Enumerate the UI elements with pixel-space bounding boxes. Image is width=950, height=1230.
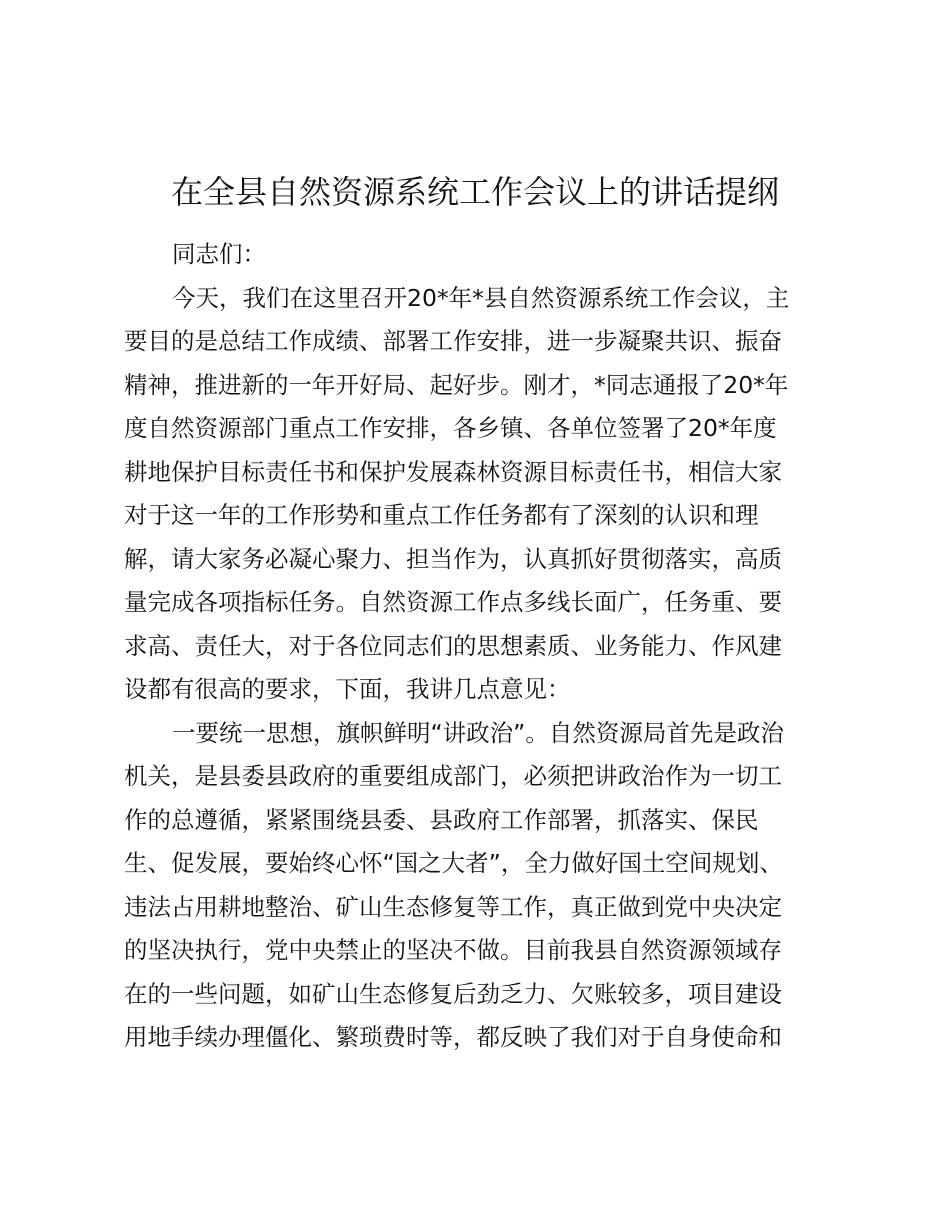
paragraph-line: 今天，我们在这里召开20*年*县自然资源系统工作会议，主	[172, 283, 790, 312]
paragraph-line: 违法占用耕地整治、矿山生态修复等工作，真正做到党中央决定	[124, 892, 782, 921]
paragraph-line: 解，请大家务必凝心聚力、担当作为，认真抓好贯彻落实，高质	[124, 544, 782, 573]
paragraph-line: 精神，推进新的一年开好局、起好步。刚才，*同志通报了20*年	[124, 370, 789, 399]
paragraph-line: 生、促发展，要始终心怀“国之大者”，全力做好国土空间规划、	[124, 849, 783, 877]
paragraph-line: 一要统一思想，旗帜鲜明“讲政治”。自然资源局首先是政治	[172, 718, 784, 747]
paragraph-line: 作的总遵循，紧紧围绕县委、县政府工作部署，抓落实、保民	[124, 805, 759, 834]
paragraph-line: 用地手续办理僵化、繁琐费时等，都反映了我们对于自身使命和	[124, 1023, 782, 1051]
document-body	[124, 233, 844, 1060]
paragraph-line: 要目的是总结工作成绩、部署工作安排，进一步凝聚共识、振奋	[124, 327, 782, 355]
document-title: 在全县自然资源系统工作会议上的讲话提纲	[170, 173, 779, 211]
paragraph-line: 对于这一年的工作形势和重点工作任务都有了深刻的认识和理	[124, 501, 759, 529]
paragraph-line: 在的一些问题，如矿山生态修复后劲乏力、欠账较多，项目建设	[124, 979, 782, 1008]
paragraph-line: 的坚决执行，党中央禁止的坚决不做。目前我县自然资源领域存	[124, 936, 782, 964]
paragraph-line: 求高、责任大，对于各位同志们的思想素质、业务能力、作风建	[124, 631, 782, 660]
paragraph-line: 量完成各项指标任务。自然资源工作点多线长面广，任务重、要	[124, 588, 782, 616]
paragraph-line: 设都有很高的要求，下面，我讲几点意见：	[124, 675, 571, 703]
paragraph-line: 机关，是县委县政府的重要组成部门，必须把讲政治作为一切工	[124, 762, 782, 790]
salutation-line: 同志们：	[172, 240, 266, 268]
paragraph-line: 度自然资源部门重点工作安排，各乡镇、各单位签署了20*年度	[124, 414, 777, 442]
paragraph-line: 耕地保护目标责任书和保护发展森林资源目标责任书，相信大家	[124, 457, 782, 486]
